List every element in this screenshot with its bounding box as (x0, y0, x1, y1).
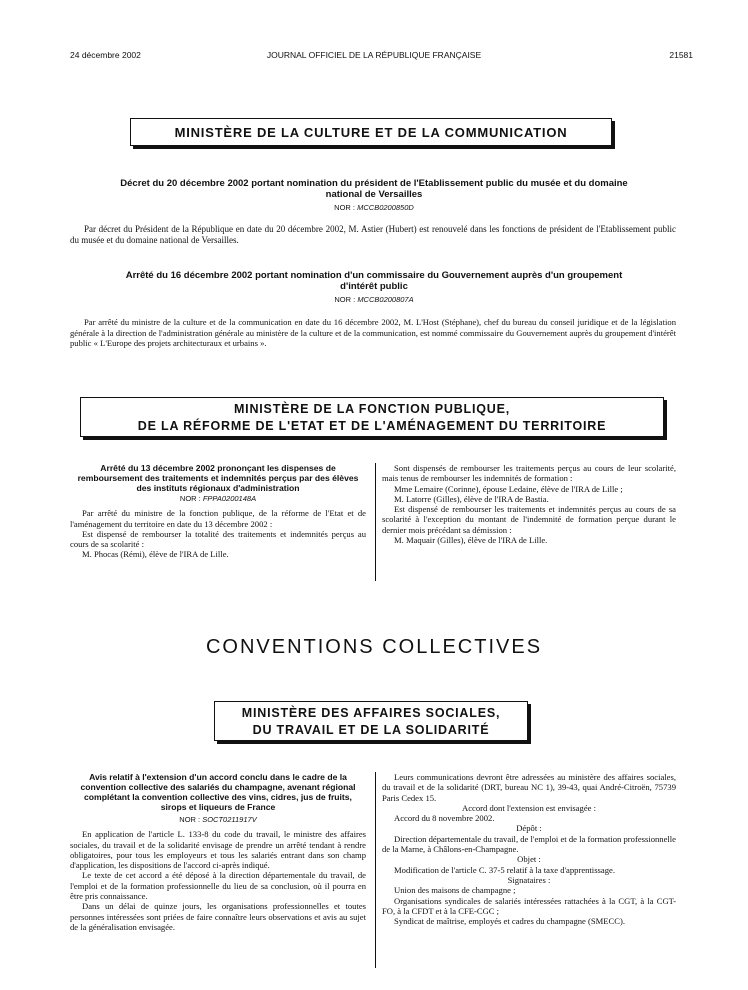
avis-label-objet: Objet : (517, 854, 541, 865)
ministry-affaires-sociales-heading (214, 701, 528, 741)
avis-label-depot: Dépôt : (516, 823, 542, 834)
arrete-ira-title: Arrêté du 13 décembre 2002 prononçant les dispenses de remboursement des traitements et indemnités perçus par des élèves des instituts régionaux d'administration (77, 463, 359, 493)
column-divider (375, 463, 376, 581)
section-title: CONVENTIONS COLLECTIVES (205, 636, 543, 658)
ministry-fonction-publique-line1: MINISTÈRE DE LA FONCTION PUBLIQUE, (233, 402, 511, 416)
arrete-ira-nor (70, 494, 366, 504)
avis-sig1: Union des maisons de champagne ; (394, 885, 516, 896)
nor-code: MCCB0200807A (357, 295, 414, 304)
ministry-culture-title: MINISTÈRE DE LA CULTURE ET DE LA COMMUNICATION (174, 125, 568, 140)
arrete-ira-p5: Mme Lemaire (Corinne), épouse Ledaine, élève de l'IRA de Lille ; (394, 483, 623, 494)
arrete-ira-p3: M. Phocas (Rémi), élève de l'IRA de Lille. (82, 549, 229, 560)
page-number: 21581 (669, 50, 693, 60)
avis-right-column (382, 772, 676, 926)
nor-label: NOR : (334, 203, 356, 212)
arrete-commissaire-body: Par arrêté du ministre de la culture et de la communication en date du 16 décembre 2002, M. L'Host (Stéphane), chef du bureau du conseil juridique et de la législation générale à la direction de l'administration générale au ministère de la culture et de la communication, est nommé commissaire du Gouvernement auprès du groupement d'intérêt public « L'Europe des projets architecturaux et urbains ». (70, 317, 676, 348)
nor-code: FPPA0200148A (202, 494, 257, 503)
decree-versailles-title: Décret du 20 décembre 2002 portant nomination du président de l'Etablissement public du musée et du domaine national de Versailles (120, 178, 628, 200)
avis-label-signataires: Signataires : (507, 874, 551, 885)
ministry-culture-heading (130, 118, 612, 146)
arrete-ira-p8: M. Maquair (Gilles), élève de l'IRA de Lille. (394, 535, 548, 546)
ministry-affaires-sociales-line2: DU TRAVAIL ET DE LA SOLIDARITÉ (252, 723, 490, 737)
avis-left-column (70, 772, 366, 932)
arrete-commissaire-title: Arrêté du 16 décembre 2002 portant nomination d'un commissaire du Gouvernement auprès d'un groupement d'intérêt public (125, 270, 623, 292)
decree-versailles-body: Par décret du Président de la République en date du 20 décembre 2002, M. Astier (Hubert) est renouvelé dans les fonctions de président de l'Etablissement public du musée et du domaine national de Versailles. (70, 224, 676, 245)
decree-versailles-nor (0, 203, 748, 212)
arrete-commissaire-nor (0, 295, 748, 304)
avis-objet: Modification de l'article C. 37-5 relatif à la taxe d'apprentissage. (394, 864, 615, 875)
ministry-affaires-sociales-line1: MINISTÈRE DES AFFAIRES SOCIALES, (241, 706, 501, 720)
avis-p3: Dans un délai de quinze jours, les organisations professionnelles et toutes personnes intéressées sont priées de faire connaître leurs observations et avis au sujet de la généralisation envisagée. (70, 901, 366, 932)
avis-nor (70, 815, 366, 825)
arrete-ira-p1: Par arrêté du ministre de la fonction publique, de la réforme de l'Etat et de l'aménagement du territoire en date du 13 décembre 2002 : (70, 508, 366, 529)
avis-title: Avis relatif à l'extension d'un accord conclu dans le cadre de la convention collective des salariés du champagne, avenant régional complétant la convention collective des vins, cidres, jus de fruits, sirops et liqueurs de France (80, 772, 356, 812)
nor-label: NOR : (334, 295, 356, 304)
journal-title: JOURNAL OFFICIEL DE LA RÉPUBLIQUE FRANÇAISE (266, 50, 482, 60)
arrete-ira-p7: Est dispensé de rembourser les traitements et indemnités perçus au cours de sa scolarité à l'exception du montant de l'indemnité de formation perçue durant le dernier mois précédant sa démission : (382, 504, 676, 535)
arrete-ira-right-column (382, 463, 676, 545)
arrete-ira-p4: Sont dispensés de rembourser les traitements perçus au cours de leur scolarité, mais tenus de rembourser les indemnités de formation : (382, 463, 676, 484)
column-divider (375, 772, 376, 968)
avis-sig2: Organisations syndicales de salariés intéressées rattachées à la CGT, à la CGT-FO, à la CFDT et à la CFE-CGC ; (382, 895, 676, 916)
avis-accord: Accord du 8 novembre 2002. (394, 813, 495, 824)
nor-code: MCCB0200850D (357, 203, 414, 212)
arrete-ira-p2: Est dispensé de rembourser la totalité des traitements et indemnités perçus au cours de sa scolarité : (70, 528, 366, 550)
avis-p4: Leurs communications devront être adressées au ministère des affaires sociales, du travail et de la solidarité (DRT, bureau NC 1), 39-43, quai André-Citroën, 75739 Paris Cedex 15. (382, 772, 676, 803)
arrete-ira-p6: M. Latorre (Gilles), élève de l'IRA de Bastia. (394, 493, 549, 504)
arrete-ira-left-column (70, 463, 366, 560)
nor-label: NOR : (179, 815, 201, 824)
avis-label-accord: Accord dont l'extension est envisagée : (462, 802, 596, 813)
avis-p1: En application de l'article L. 133-8 du code du travail, le ministre des affaires sociales, du travail et de la solidarité envisage de prendre un arrêté tendant à rendre obligatoires, pour tous les employeurs et tous les salariés entrant dans son champ d'application, les dispositions de l'accord ci-après indiqué. (70, 829, 366, 871)
avis-sig3: Syndicat de maîtrise, employés et cadres du champagne (SMECC). (394, 916, 626, 927)
ministry-fonction-publique-line2: DE LA RÉFORME DE L'ETAT ET DE L'AMÉNAGEMENT DU TERRITOIRE (137, 419, 607, 433)
avis-p2: Le texte de cet accord a été déposé à la direction départementale du travail, de l'emploi et de la formation professionnelle du lieu de sa conclusion, où il pourra en être pris connaissance. (70, 870, 366, 902)
avis-depot: Direction départementale du travail, de l'emploi et de la formation professionnelle de la Marne, à Châlons-en-Champagne. (382, 833, 676, 855)
nor-label: NOR : (179, 494, 201, 503)
ministry-fonction-publique-heading (80, 397, 664, 437)
header-date: 24 décembre 2002 (70, 50, 141, 60)
nor-code: SOCT0211917V (202, 815, 257, 824)
